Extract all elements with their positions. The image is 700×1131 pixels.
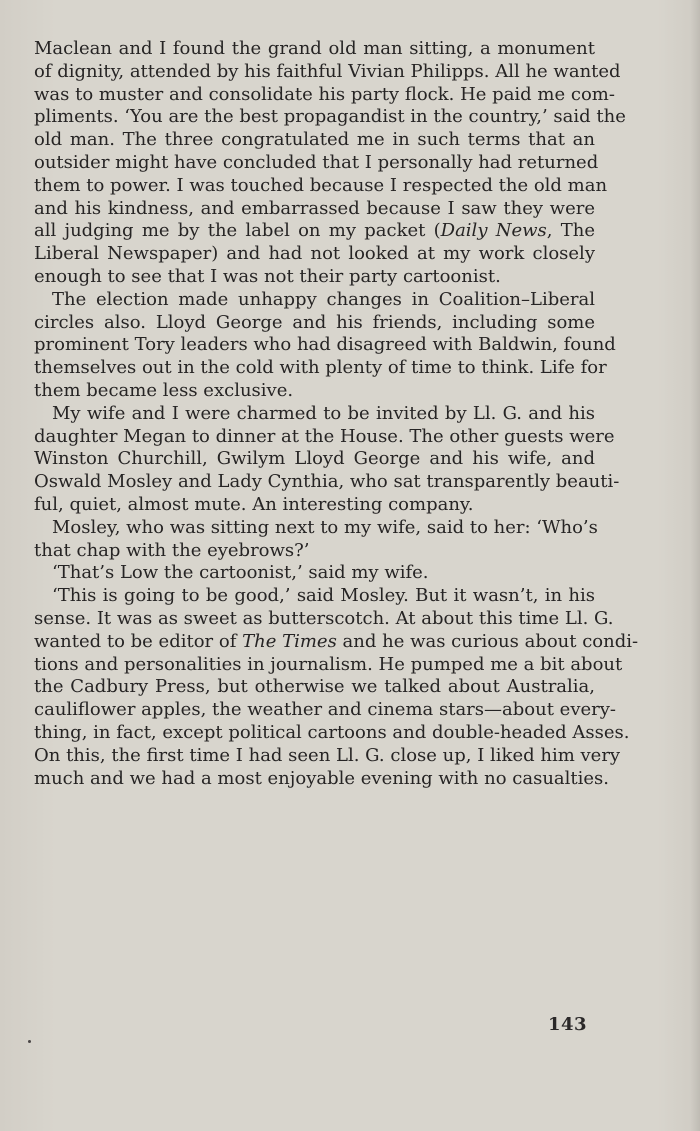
text-line: prominent Tory leaders who had disagreed with Baldwin, found: [34, 334, 616, 356]
paragraph-first-line: ‘That’s Low the cartoonist,’ said my wife.: [52, 562, 429, 584]
text-line: circles also. Lloyd George and his friends, including some: [34, 311, 595, 333]
text-line: that chap with the eyebrows?’: [34, 539, 310, 561]
body-text: [34, 38, 639, 790]
text-line: outsider might have concluded that I personally had returned: [34, 151, 599, 173]
text-line: pliments. ‘You are the best propagandist in the country,’ said the: [34, 106, 626, 128]
paragraph-first-line: Mosley, who was sitting next to my wife, said to her: ‘Who’s: [52, 516, 598, 538]
text-line: ful, quiet, almost mute. An interesting company.: [34, 493, 474, 515]
text-line: Winston Churchill, Gwilym Lloyd George and his wife, and: [34, 448, 595, 470]
text-line: On this, the first time I had seen Ll. G. close up, I liked him very: [34, 744, 621, 766]
paragraph-first-line: My wife and I were charmed to be invited by Ll. G. and his: [52, 402, 595, 424]
text-line: them to power. I was touched because I respected the old man: [34, 174, 608, 196]
text-line: cauliflower apples, the weather and cinema stars—about every-: [34, 699, 616, 721]
text-line: old man. The three congratulated me in such terms that an: [34, 129, 595, 151]
text-line: was to muster and consolidate his party flock. He paid me com-: [34, 83, 615, 105]
text-line: them became less exclusive.: [34, 379, 294, 401]
text-line: themselves out in the cold with plenty of time to think. Life for: [34, 357, 607, 379]
text-line: Maclean and I found the grand old man sitting, a monument: [34, 38, 595, 59]
text-line: sense. It was as sweet as butterscotch. At about this time Ll. G.: [34, 607, 614, 629]
text-line: enough to see that I was not their party cartoonist.: [34, 265, 501, 287]
text-line: and his kindness, and embarrassed because I saw they were: [34, 197, 595, 219]
text-line: tions and personalities in journalism. He pumped me a bit about: [34, 653, 623, 675]
text-line: wanted to be editor of The Times and he was curious about condi-: [34, 630, 639, 652]
paragraph-first-line: ‘This is going to be good,’ said Mosley. But it wasn’t, in his: [52, 585, 595, 607]
text-line: Liberal Newspaper) and had not looked at my work closely: [34, 243, 595, 265]
page-gutter-shadow: [690, 0, 700, 1131]
text-line: Oswald Mosley and Lady Cynthia, who sat transparently beauti-: [34, 471, 620, 493]
text-line: daughter Megan to dinner at the House. The other guests were: [34, 425, 615, 447]
text-line: thing, in fact, except political cartoons and double-headed Asses.: [34, 721, 630, 743]
paragraph-first-line: The election made unhappy changes in Coalition–Liberal: [52, 288, 595, 310]
page-number: 143: [548, 1014, 588, 1035]
paper-speck: [28, 1040, 31, 1043]
text-line: much and we had a most enjoyable evening with no casualties.: [34, 767, 609, 789]
text-line: all judging me by the label on my packet (Daily News, The: [34, 220, 595, 242]
text-line: the Cadbury Press, but otherwise we talked about Australia,: [34, 676, 595, 698]
text-line: of dignity, attended by his faithful Vivian Philipps. All he wanted: [34, 60, 621, 82]
